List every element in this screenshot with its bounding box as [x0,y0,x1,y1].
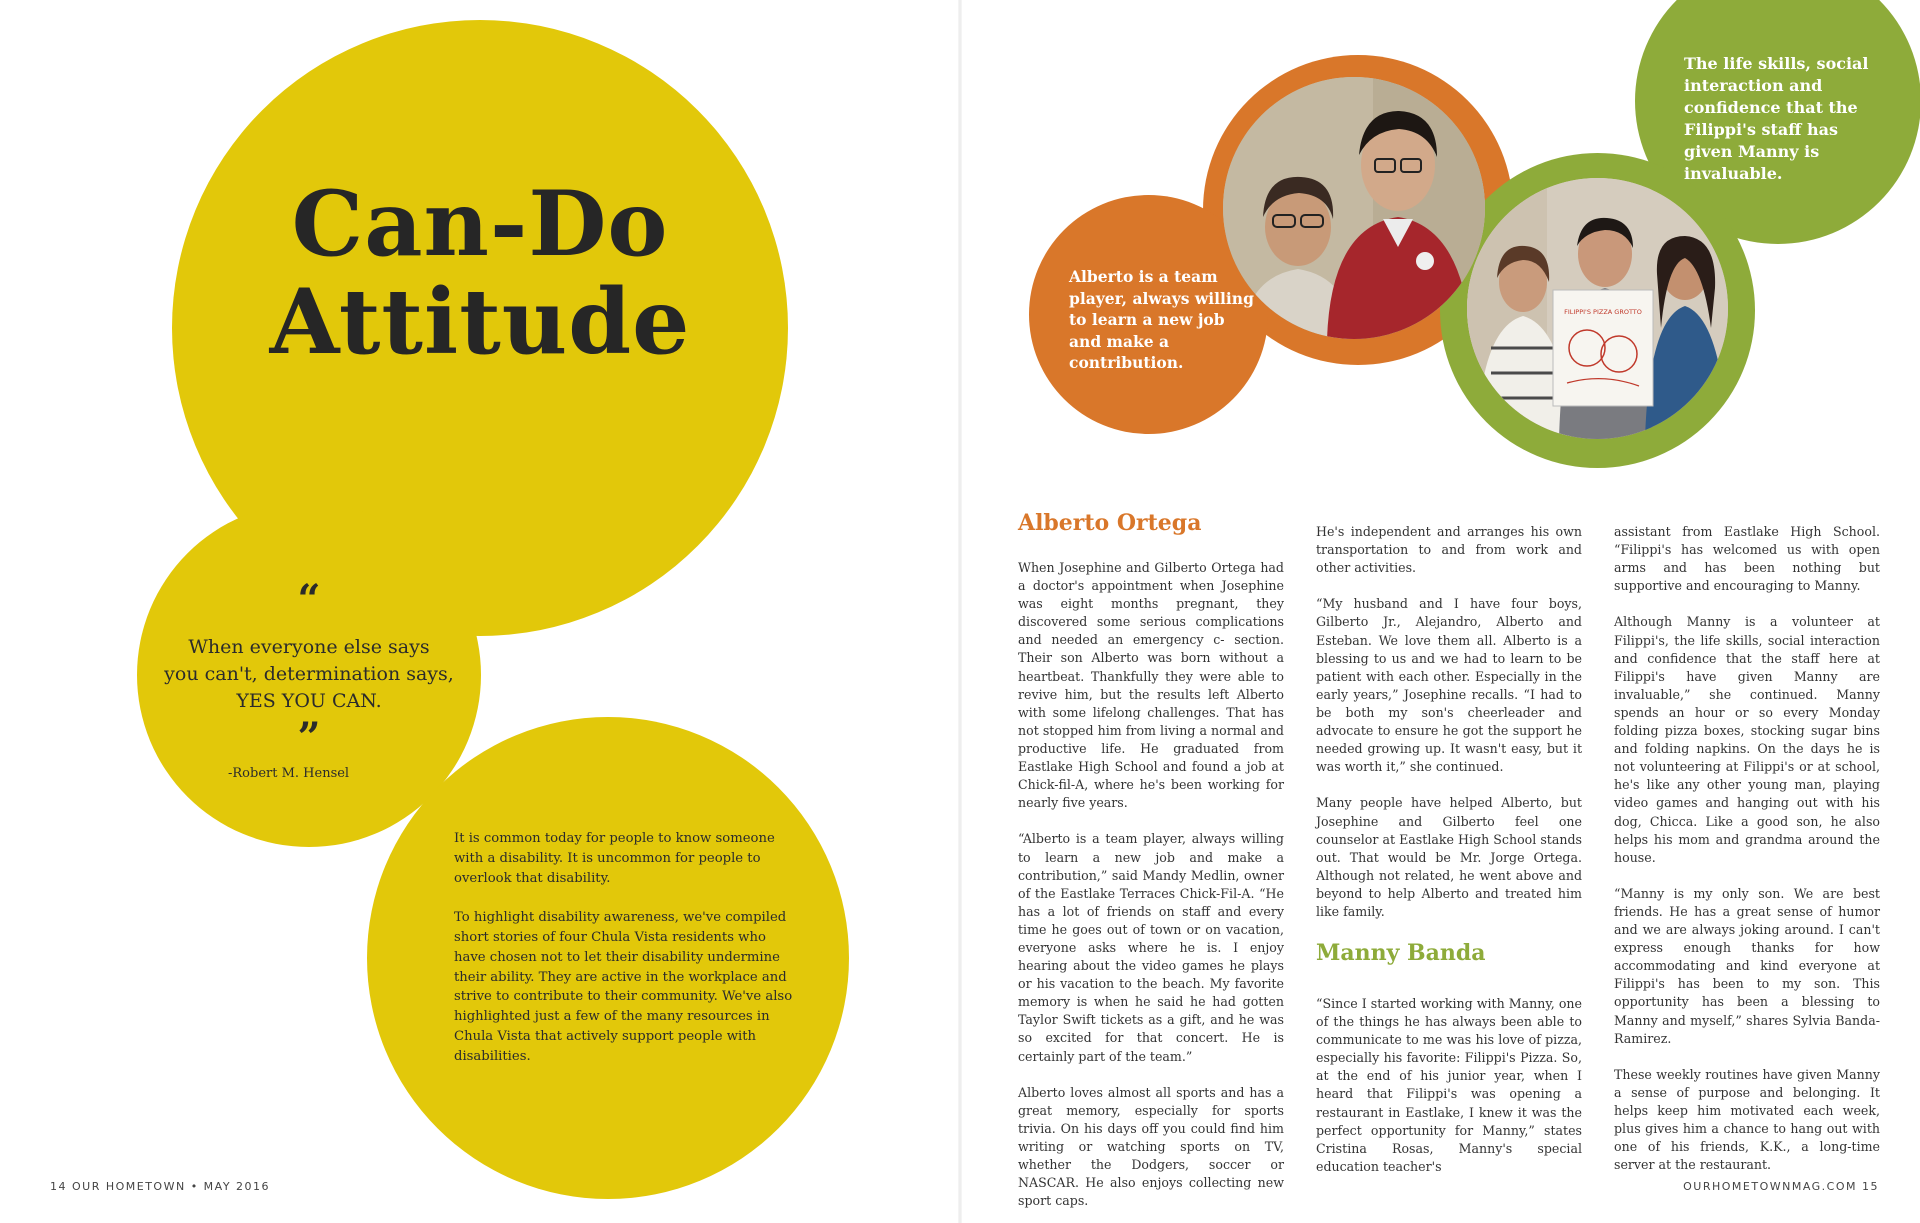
folio-right: OURHOMETOWNMAG.COM 15 [1683,1180,1879,1193]
pull-quote [137,634,481,715]
article-paragraph: These weekly routines have given Manny a sense of purpose and belonging. It helps keep him motivated each week, plus gives him a chance to hang out with one of his friends, K.K., a long-time server at the restaurant. [1614,1066,1880,1173]
photo-manny-illustration [1467,178,1728,439]
article-paragraph: He's independent and arranges his own transportation to and from work and other activities. [1316,524,1582,576]
page-gutter [958,0,962,1223]
intro-paragraph: It is common today for people to know someone with a disability. It is uncommon for people to overlook that disability. [454,831,775,886]
page-title [172,171,788,375]
article-paragraph: “Manny is my only son. We are best friends. He has a great sense of humor and we are always joking around. I can't express enough thanks for how accommodating and kind everyone at Filippi's has been to my son. This opportunity has been a blessing to Manny and myself,” shares Sylvia Banda-Ramirez. [1614,885,1880,1046]
article-paragraph: assistant from Eastlake High School. “Filippi's has welcomed us with open arms and has been nothing but supportive and encouraging to Manny. [1614,524,1880,594]
caption-manny: The life skills, social interaction and confidence that the Filippi's staff has given Manny is invaluable. [1684,54,1869,183]
article-paragraph: Alberto loves almost all sports and has a great memory, especially for sports trivia. On his days off you could find him writing or watching sports on TV, whether the Dodgers, soccer or NASCAR. He also enjoys collecting new sport caps. [1018,1084,1284,1209]
title-line-1: Can-Do [291,171,669,277]
article-column-1 [1018,559,1284,1210]
photo-manny [1467,178,1728,439]
folio-left: 14 OUR HOMETOWN • MAY 2016 [50,1180,271,1193]
pizza-box-label: FILIPPI'S PIZZA GROTTO [1564,308,1642,316]
article-column-3 [1614,523,1880,1174]
quote-line-1: When everyone else says [188,636,430,658]
title-line-2: Attitude [269,269,691,375]
heading-alberto-ortega: Alberto Ortega [1018,510,1202,536]
quote-author: -Robert M. Hensel [228,766,350,781]
intro-paragraph: To highlight disability awareness, we've compiled short stories of four Chula Vista residents who have chosen not to let their disability undermine their ability. They are active in the workplace and strive to contribute to their community. We've also highlighted just a few of the many resources in Chula Vista that actively support people with disabilities. [454,910,793,1064]
article-paragraph: Many people have helped Alberto, but Josephine and Gilberto feel one counselor at Eastlake High School stands out. That would be Mr. Jorge Ortega. Although not related, he went above and beyond to help Alberto and treated him like family. [1316,795,1582,919]
article-paragraph: When Josephine and Gilberto Ortega had a doctor's appointment when Josephine was eight months pregnant, they discovered some serious complications and needed an emergency c- section. Their son Alberto was born without a heartbeat. Thankfully they were able to revive him, but the results left Alberto with some lifelong challenges. That has not stopped him from living a normal and productive life. He graduated from Eastlake High School and found a job at Chick-fil-A, where he's been working for nearly five years. [1018,560,1284,811]
heading-manny-banda: Manny Banda [1316,940,1486,966]
article-column-2 [1316,523,1582,921]
article-paragraph: “My husband and I have four boys, Gilberto Jr., Alejandro, Alberto and Esteban. We love them all. Alberto is a blessing to us and we had to learn to be patient with each other. Especially in the early years,” Josephine recalls. “I had to be both my son's cheerleader and advocate to ensure he got the support he needed growing up. It wasn't easy, but it was worth it,” she continued. [1316,596,1582,775]
open-quote-mark: “ [297,576,321,623]
article-paragraph: “Alberto is a team player, always willing to learn a new job and make a contribution,” said Mandy Medlin, owner of the Eastlake Terraces Chick-Fil-A. “He has a lot of friends on staff and every time he goes out of town or on vacation, everyone asks where he is. I enjoy hearing about the video games he plays or his vacation to the beach. My favorite memory is when he said he had gotten Taylor Swift tickets as a gift, and he was so excited for that concert. He is certainly part of the team.” [1018,831,1284,1064]
quote-line-2: you can't, determination says, [164,663,454,685]
close-quote-mark: ” [297,714,321,761]
photo-alberto [1223,77,1485,339]
photo-alberto-illustration [1223,77,1485,339]
quote-line-3: YES YOU CAN. [236,690,382,712]
caption-alberto: Alberto is a team player, always willing to learn a new job and make a contribution. [1069,267,1254,372]
article-column-2-lower [1316,995,1582,1176]
intro-text [454,829,794,1067]
article-paragraph: Although Manny is a volunteer at Filippi's, the life skills, social interaction and confidence that the staff here at Filippi's have given Manny are invaluable,” she continued. Manny spends an hour or so every Monday folding pizza boxes, stocking sugar bins and folding napkins. On the days he is not volunteering at Filippi's or at school, he's like any other young man, playing video games and hanging out with his dog, Chicca. Like a good son, he also helps his mom and grandma around the house. [1614,614,1880,865]
article-paragraph: “Since I started working with Manny, one of the things he has always been able to communicate to me was his love of pizza, especially his favorite: Filippi's Pizza. So, at the end of his junior year, when I heard that Filippi's was opening a restaurant in Eastlake, I knew it was the perfect opportunity for Manny,” states Cristina Rosas, Manny's special education teacher's [1316,996,1582,1174]
